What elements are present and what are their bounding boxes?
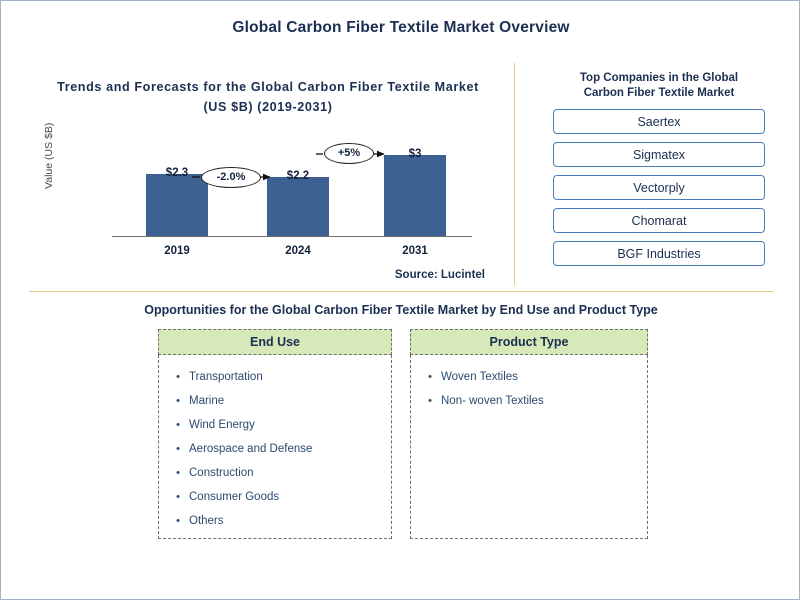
- chart-title-line-2: (US $B) (2019-2031): [203, 100, 333, 114]
- list-item-label: Transportation: [189, 371, 263, 383]
- top-companies-title: [553, 71, 765, 101]
- list-item: [159, 369, 391, 385]
- column-body-product-type: [410, 355, 648, 539]
- bullet-icon: •: [176, 419, 180, 431]
- company-item-chomarat[interactable]: Chomarat: [553, 208, 765, 233]
- list-item: [159, 489, 391, 505]
- list-item-label: Construction: [189, 467, 254, 479]
- opportunities-column-product-type: [410, 329, 648, 539]
- company-item-bgf-industries[interactable]: BGF Industries: [553, 241, 765, 266]
- page-title: Global Carbon Fiber Textile Market Overview: [232, 19, 570, 36]
- bar-value-2019: $2.3: [165, 167, 189, 179]
- y-axis-label: Value (US $B): [43, 122, 55, 189]
- bullet-icon: •: [176, 443, 180, 455]
- bullet-icon: •: [428, 395, 432, 407]
- bullet-icon: •: [176, 395, 180, 407]
- chart-source: Source: Lucintel: [394, 269, 485, 281]
- bullet-icon: •: [176, 467, 180, 479]
- list-item-label: Marine: [189, 395, 225, 407]
- bullet-icon: •: [176, 491, 180, 503]
- bar-value-2031: $3: [408, 148, 422, 160]
- top-companies-title-line-2: Carbon Fiber Textile Market: [583, 87, 735, 99]
- list-item-label: Woven Textiles: [441, 371, 518, 383]
- column-body-end-use: [158, 355, 392, 539]
- company-item-sigmatex[interactable]: Sigmatex: [553, 142, 765, 167]
- list-item: [411, 393, 647, 409]
- company-item-saertex[interactable]: Saertex: [553, 109, 765, 134]
- horizontal-divider: [29, 291, 773, 292]
- opportunities-column-end-use: [158, 329, 392, 539]
- list-item-label: Others: [189, 515, 224, 527]
- list-item-label: Non- woven Textiles: [441, 395, 544, 407]
- chart-panel: [29, 71, 507, 286]
- list-item: [411, 369, 647, 385]
- cagr-label-2019-2024: -2.0%: [201, 167, 261, 188]
- bullet-icon: •: [176, 515, 180, 527]
- list-item-label: Wind Energy: [189, 419, 255, 431]
- bar-value-2024: $2.2: [286, 170, 310, 182]
- cagr-label-2024-2031: +5%: [324, 143, 374, 164]
- chart-title-line-1: Trends and Forecasts for the Global Carbon Fiber Textile Market: [57, 80, 479, 94]
- x-tick-2031: 2031: [402, 245, 428, 257]
- list-item: [159, 441, 391, 457]
- cagr-arrows: [84, 129, 484, 259]
- column-header-product-type: Product Type: [410, 329, 648, 355]
- list-item: [159, 393, 391, 409]
- top-companies-title-line-1: Top Companies in the Global: [579, 72, 739, 84]
- list-item-label: Consumer Goods: [189, 491, 280, 503]
- company-item-vectorply[interactable]: Vectorply: [553, 175, 765, 200]
- bullet-icon: •: [176, 371, 180, 383]
- top-companies-panel: [553, 71, 775, 274]
- opportunities-title: Opportunities for the Global Carbon Fiber Textile Market by End Use and Product Type: [144, 303, 658, 317]
- list-item: [159, 513, 391, 529]
- chart-title: [29, 77, 507, 117]
- chart-plot-area: [84, 129, 484, 259]
- vertical-divider: [514, 63, 515, 285]
- bullet-icon: •: [428, 371, 432, 383]
- column-header-end-use: End Use: [158, 329, 392, 355]
- list-item: [159, 417, 391, 433]
- x-tick-2019: 2019: [164, 245, 190, 257]
- x-tick-2024: 2024: [285, 245, 311, 257]
- list-item-label: Aerospace and Defense: [189, 443, 313, 455]
- list-item: [159, 465, 391, 481]
